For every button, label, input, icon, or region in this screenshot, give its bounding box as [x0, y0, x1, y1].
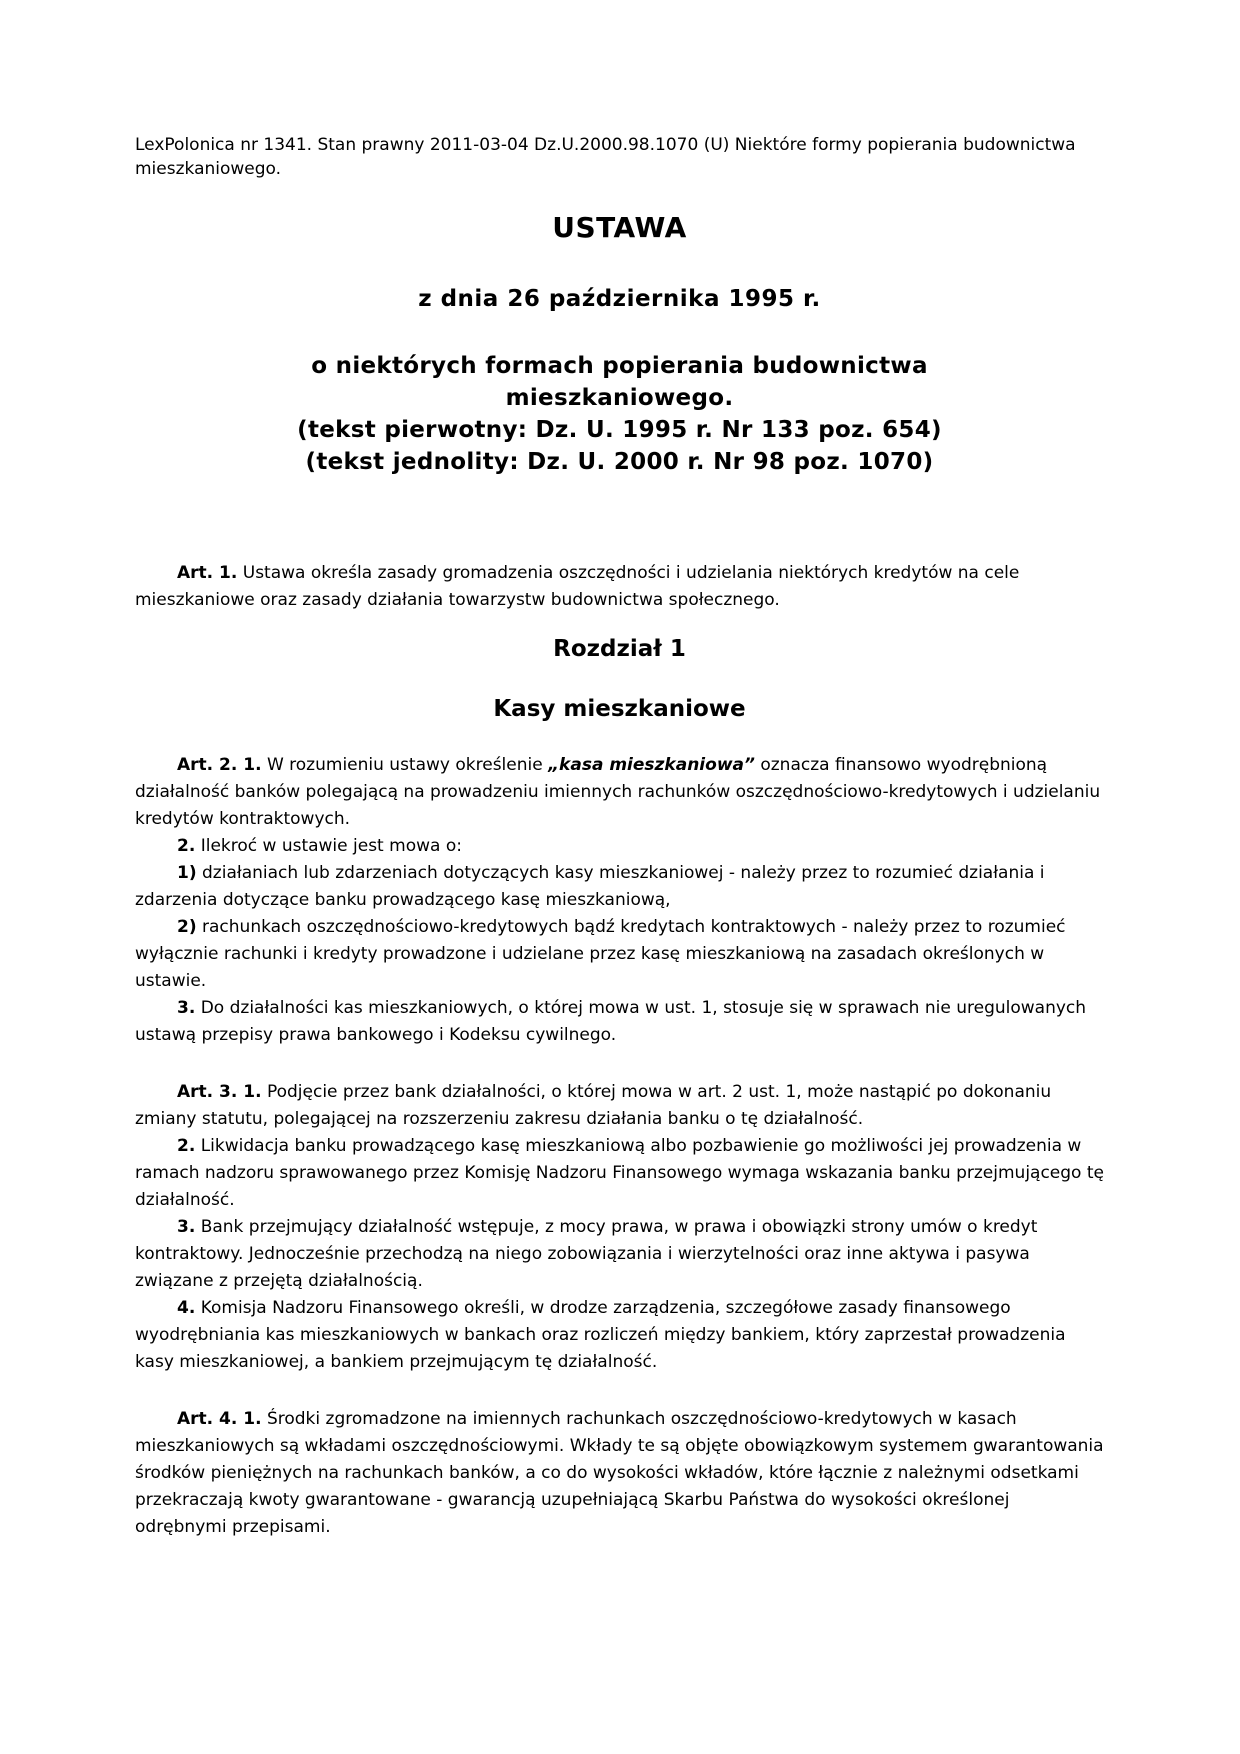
act-date: z dnia 26 października 1995 r. [418, 286, 821, 312]
article-2-item-1-number: 1) [177, 863, 197, 883]
article-3-paragraph-2-number: 2. [177, 1136, 196, 1156]
article-3-paragraph-1 [135, 1079, 1104, 1133]
chapter-1-title: Kasy mieszkaniowe [493, 696, 746, 722]
article-2-paragraph-1-text-b: oznacza finansowo wyodrębnioną działalność banków polegającą na prowadzeniu imiennych rachunków oszczędnościowo-kredytowych i udzielaniu kredytów kontraktowych. [135, 755, 1101, 829]
article-4-number: Art. 4. 1. [177, 1409, 262, 1429]
article-2-paragraph-3 [135, 995, 1104, 1049]
article-3-paragraph-4-text: Komisja Nadzoru Finansowego określi, w drodze zarządzenia, szczegółowe zasady finansowego wyodrębniania kas mieszkaniowych w bankach oraz rozliczeń między bankiem, który zaprzestał prowadzenia kasy mieszkaniowej, a bankiem przejmującym tę działalność. [135, 1298, 1066, 1372]
article-2-paragraph-2-number: 2. [177, 836, 196, 856]
act-subject [135, 350, 1104, 478]
article-2-paragraph-1-text-a: W rozumieniu ustawy określenie [266, 755, 543, 775]
chapter-1-label: Rozdział 1 [553, 636, 686, 662]
article-2-item-2-number: 2) [177, 917, 197, 937]
act-subject-line2: mieszkaniowego. [505, 385, 734, 411]
act-title: USTAWA [552, 211, 687, 244]
article-2-paragraph-1 [135, 752, 1104, 833]
act-source-consolidated: (tekst jednolity: Dz. U. 2000 r. Nr 98 poz. 1070) [305, 449, 934, 475]
article-3-paragraph-2-text: Likwidacja banku prowadzącego kasę mieszkaniową albo pozbawienie go możliwości jej prowadzenia w ramach nadzoru sprawowanego przez Komisję Nadzoru Finansowego wymaga wskazania banku przejmującego tę działalność. [135, 1136, 1104, 1210]
article-2-item-2-text: rachunkach oszczędnościowo-kredytowych bądź kredytach kontraktowych - należy przez to rozumieć wyłącznie rachunki i kredyty prowadzone i udzielane przez kasę mieszkaniową na zasadach określonych w ustawie. [135, 917, 1066, 991]
article-2-paragraph-2 [135, 833, 1104, 860]
article-3-paragraph-4 [135, 1295, 1104, 1376]
article-3-paragraph-3-number: 3. [177, 1217, 196, 1237]
article-3-number: Art. 3. 1. [177, 1082, 262, 1102]
article-2-number: Art. 2. 1. [177, 755, 262, 775]
article-3-paragraph-3-text: Bank przejmujący działalność wstępuje, z mocy prawa, w prawa i obowiązki strony umów o kredyt kontraktowy. Jednocześnie przechodzą na niego zobowiązania i wierzytelności oraz inne aktywa i pasywa związane z przejętą działalnością. [135, 1217, 1038, 1291]
article-3-paragraph-2 [135, 1133, 1104, 1214]
article-4-paragraph-1-text: Środki zgromadzone na imiennych rachunkach oszczędnościowo-kredytowych w kasach mieszkaniowych są wkładami oszczędnościowymi. Wkłady te są objęte obowiązkowym systemem gwarantowania środków pieniężnych na rachunkach banków, a co do wysokości wkładów, które łącznie z należnymi odsetkami przekraczają kwoty gwarantowane - gwarancją uzupełniającą Skarbu Państwa do wysokości określonej odrębnymi przepisami. [135, 1409, 1104, 1537]
article-2-paragraph-3-text: Do działalności kas mieszkaniowych, o której mowa w ust. 1, stosuje się w sprawach nie uregulowanych ustawą przepisy prawa bankowego i Kodeksu cywilnego. [135, 998, 1087, 1045]
article-1-number: Art. 1. [177, 563, 238, 583]
article-1-text: Ustawa określa zasady gromadzenia oszczędności i udzielania niektórych kredytów na cele mieszkaniowe oraz zasady działania towarzystw budownictwa społecznego. [135, 563, 1020, 610]
article-2-paragraph-3-number: 3. [177, 998, 196, 1018]
article-3-paragraph-4-number: 4. [177, 1298, 196, 1318]
act-source-primary: (tekst pierwotny: Dz. U. 1995 r. Nr 133 poz. 654) [297, 417, 942, 443]
document-meta: LexPolonica nr 1341. Stan prawny 2011-03-04 Dz.U.2000.98.1070 (U) Niektóre formy popierania budownictwa mieszkaniowego. [135, 135, 1076, 179]
act-subject-line1: o niektórych formach popierania budownictwa [311, 353, 928, 379]
article-3-paragraph-3 [135, 1214, 1104, 1295]
article-1-paragraph [135, 560, 1104, 614]
article-3 [135, 1079, 1104, 1376]
article-4 [135, 1406, 1104, 1541]
defined-term-kasa-mieszkaniowa: „kasa mieszkaniowa” [548, 755, 755, 775]
article-1 [135, 560, 1104, 614]
article-2-item-1 [135, 860, 1104, 914]
article-2-item-2 [135, 914, 1104, 995]
article-3-paragraph-1-text: Podjęcie przez bank działalności, o której mowa w art. 2 ust. 1, może nastąpić po dokonaniu zmiany statutu, polegającej na rozszerzeniu zakresu działania banku o tę działalność. [135, 1082, 1052, 1129]
article-2 [135, 752, 1104, 1049]
article-4-paragraph-1 [135, 1406, 1104, 1541]
article-2-item-1-text: działaniach lub zdarzeniach dotyczących kasy mieszkaniowej - należy przez to rozumieć działania i zdarzenia dotyczące banku prowadzącego kasę mieszkaniową, [135, 863, 1045, 910]
article-2-paragraph-2-text: Ilekroć w ustawie jest mowa o: [200, 836, 462, 856]
